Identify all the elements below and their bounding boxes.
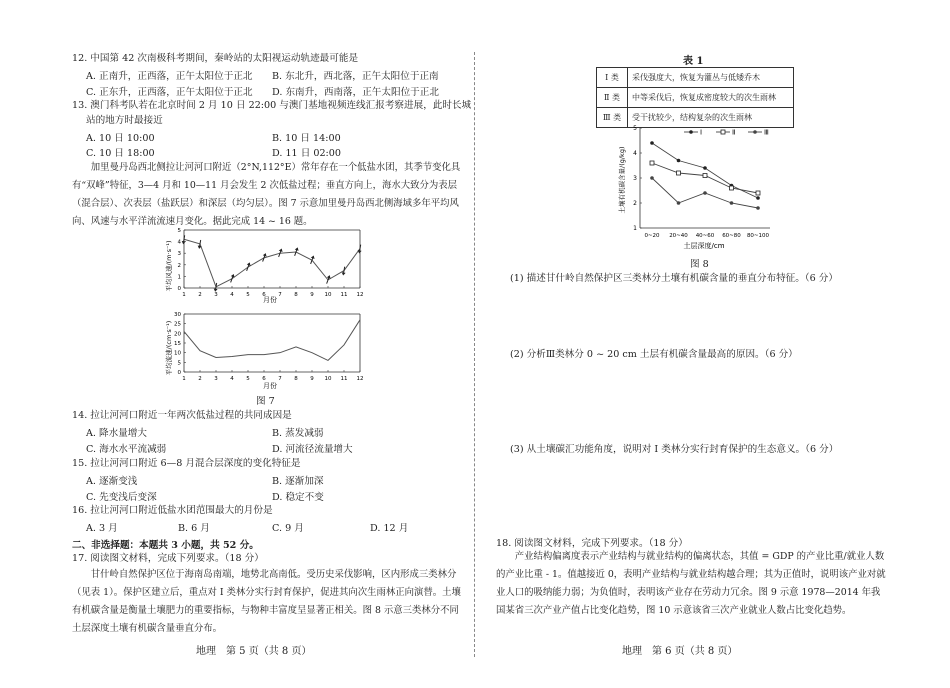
fig8-soil-carbon-chart: [612, 122, 782, 252]
y-tick-label: 4: [633, 150, 637, 157]
y-tick-label: 2: [633, 200, 637, 207]
q18-stem: 18. 阅读图文材料，完成下列要求。（18 分）: [496, 538, 688, 549]
table-cell-type: Ⅰ 类: [597, 68, 628, 88]
q13-stem-line2: 站的地方时最接近: [86, 115, 163, 126]
q12-option-d[interactable]: D. 东南升，西南落，正午太阳位于正北: [272, 87, 439, 98]
x-tick-label: 6: [262, 376, 266, 382]
q17-part1: (1) 描述甘什岭自然保护区三类林分土壤有机碳含量的垂直分布特征。（6 分）: [510, 273, 838, 284]
q14-option-c[interactable]: C. 海水水平流减弱: [86, 444, 167, 455]
y-tick-label: 5: [177, 228, 181, 234]
y-tick-label: 4: [177, 239, 181, 246]
y-tick-label: 1: [177, 274, 181, 281]
fig7-current-chart: [160, 310, 370, 390]
x-tick-label: 7: [278, 376, 282, 382]
x-tick-label: 5: [246, 376, 250, 382]
table-cell-desc: 采伐强度大，恢复为灌丛与低矮乔木: [628, 68, 794, 88]
y-tick-label: 3: [177, 251, 181, 258]
table-cell-type: Ⅲ 类: [597, 108, 628, 128]
arrow-head: [311, 255, 316, 259]
right-footer: 地理 第 6 页（共 8 页）: [622, 646, 738, 657]
x-tick-label: 2: [198, 292, 202, 298]
intro-paragraph: 加里曼丹岛西北侧拉让河河口附近（2°N,112°E）常年存在一个低盐水团，其季节变化具有“双峰”特征，3—4 月和 10—11 月会发生 2 次低盐过程；垂直方向上，海水大致分为表层（混合层）、次表层（盐跃层）和深层（均匀层）。图 7 示意加里曼丹岛西北侧海域多年平均风向、风速与水平洋流流速月变化。据此完成 14 ~ 16 题。: [72, 162, 461, 227]
q18-material: 产业结构偏离度表示产业结构与就业结构的偏离状态，其值 = GDP 的产业比重/就业人数的产业比重 - 1。值越接近 0，表明产业结构与就业结构越合理；其为正值时，说明该产业对就业人口的吸纳能力弱；为负值时，表明该产业存在劳动力冗余。图 9 示意 1978—2014 年我国某省三次产业产值占比变化趋势，图 10 示意该省三次产业就业人数占比变化趋势。: [496, 551, 886, 616]
y-tick-label: 15: [174, 341, 181, 347]
x-tick-label: 8: [294, 292, 298, 298]
q17-material: 甘什岭自然保护区位于海南岛南端，地势北高南低。受历史采伐影响，区内形成三类林分（见表 1）。保护区建立后，重点对 Ⅰ 类林分实行封育保护，促进其向次生雨林正向演替。土壤有机碳含量是衡量土壤肥力的重要指标，与物种丰富度呈显著正相关。图 8 示意三类林分不同土层深度土壤有机碳含量垂直分布。: [72, 569, 461, 634]
q15-stem: 15. 拉让河河口附近 6—8 月混合层深度的变化特征是: [72, 458, 301, 469]
y-tick-label: 10: [174, 350, 181, 357]
fig8-xlabel: 土层深度/cm: [683, 242, 725, 250]
data-point: [756, 196, 760, 200]
y-tick-label: 0: [177, 286, 181, 292]
fig7a-ylabel: 平均风速/(m·s⁻¹): [165, 240, 173, 292]
x-tick-label: 9: [310, 292, 314, 298]
x-tick-label: 10: [324, 376, 332, 382]
x-tick-label: 3: [214, 292, 218, 298]
arrow-head: [263, 252, 268, 256]
legend-marker: [689, 130, 693, 134]
x-tick-label: 11: [340, 292, 348, 298]
y-tick-label: 0: [177, 370, 181, 376]
q13-option-d[interactable]: D. 11 日 02:00: [272, 148, 341, 159]
x-tick-label: 12: [356, 376, 364, 382]
q14-stem: 14. 拉让河河口附近一年两次低盐过程的共同成因是: [72, 410, 292, 421]
fig7b-xlabel: 月份: [263, 382, 277, 390]
q15-option-c[interactable]: C. 先变浅后变深: [86, 492, 157, 503]
x-tick-label: 20~40: [669, 233, 688, 239]
q15-option-b[interactable]: B. 逐渐加深: [272, 476, 324, 487]
y-tick-label: 5: [633, 125, 637, 132]
x-tick-label: 3: [214, 376, 218, 382]
y-tick-label: 1: [633, 225, 637, 232]
q15-option-d[interactable]: D. 稳定不变: [272, 492, 324, 503]
q14-option-b[interactable]: B. 蒸发减弱: [272, 428, 324, 439]
q16-option-a[interactable]: A. 3 月: [86, 523, 118, 534]
x-tick-label: 1: [182, 376, 186, 382]
data-line: [184, 320, 360, 361]
table-row: [597, 68, 794, 88]
x-tick-label: 10: [324, 292, 332, 298]
x-tick-label: 8: [294, 376, 298, 382]
q17-part2: (2) 分析Ⅲ类林分 0 ~ 20 cm 土层有机碳含量最高的原因。（6 分）: [510, 349, 798, 360]
left-footer: 地理 第 5 页（共 8 页）: [196, 646, 312, 657]
q16-option-c[interactable]: C. 9 月: [272, 523, 304, 534]
x-tick-label: 7: [278, 292, 282, 298]
arrow-shaft: [215, 283, 216, 290]
q17-stem: 17. 阅读图文材料，完成下列要求。（18 分）: [72, 553, 264, 564]
q14-option-a[interactable]: A. 降水量增大: [86, 428, 147, 439]
data-line: [184, 239, 360, 287]
q12-option-a[interactable]: A. 正南升，正西落，正午太阳位于正北: [86, 71, 253, 82]
arrow-head: [341, 272, 345, 276]
fig7a-xlabel: 月份: [263, 296, 277, 304]
legend-marker: [721, 130, 725, 134]
data-point: [650, 141, 654, 145]
data-point: [756, 206, 760, 210]
q12-option-b[interactable]: B. 东北升，西北落，正午太阳位于正南: [272, 71, 439, 82]
x-tick-label: 0~20: [644, 233, 660, 239]
table-cell-desc: 受干扰较少，结构复杂的次生雨林: [628, 108, 794, 128]
q13-stem-line1: 13. 澳门科考队若在北京时间 2 月 10 日 22:00 与澳门基地视频连线汇报考察进展，此时长城: [72, 100, 472, 111]
table1: [596, 67, 794, 128]
wind-arrow: [229, 273, 236, 283]
wind-arrow: [245, 262, 252, 272]
q12-option-c[interactable]: C. 正东升，正西落，正午太阳位于正北: [86, 87, 253, 98]
data-point: [650, 161, 654, 165]
wind-arrow: [293, 247, 300, 257]
fig7-caption: 图 7: [256, 396, 275, 407]
y-tick-label: 2: [177, 262, 181, 269]
data-point: [677, 159, 681, 163]
section2-heading: 二、非选择题：本题共 3 小题，共 52 分。: [72, 540, 259, 551]
data-point: [756, 191, 760, 195]
y-tick-label: 20: [174, 331, 181, 338]
legend-label: Ⅲ: [764, 128, 769, 137]
q12-stem: 12. 中国第 42 次南极科考期间，秦岭站的太阳视运动轨迹最可能是: [72, 53, 359, 64]
arrow-head: [279, 248, 284, 252]
data-point: [703, 166, 707, 170]
q16-option-d[interactable]: D. 12 月: [370, 523, 409, 534]
data-point: [677, 171, 681, 175]
data-point: [703, 174, 707, 178]
fig8-ylabel: 土壤有机碳含量/(g/kg): [618, 146, 626, 214]
x-tick-label: 4: [230, 292, 234, 298]
y-tick-label: 3: [633, 175, 637, 182]
x-tick-label: 4: [230, 376, 234, 382]
y-tick-label: 5: [177, 360, 181, 367]
x-tick-label: 6: [262, 292, 266, 298]
data-point: [730, 201, 734, 205]
q13-option-a[interactable]: A. 10 日 10:00: [86, 133, 155, 144]
wind-arrow: [325, 274, 332, 284]
arrow-shaft: [343, 267, 344, 274]
q13-option-b[interactable]: B. 10 日 14:00: [272, 133, 341, 144]
y-tick-label: 25: [174, 321, 181, 328]
q17-part3: (3) 从土壤碳汇功能角度，说明对 Ⅰ 类林分实行封育保护的生态意义。（6 分）: [510, 444, 839, 455]
x-tick-label: 40~60: [695, 233, 715, 239]
q16-stem: 16. 拉让河河口附近低盐水团范围最大的月份是: [72, 505, 273, 516]
table1-title: 表 1: [683, 56, 704, 67]
arrow-head: [295, 247, 300, 251]
q15-option-a[interactable]: A. 逐渐变浅: [86, 476, 138, 487]
x-tick-label: 60~80: [722, 233, 741, 239]
legend-marker: [753, 130, 757, 134]
q13-option-c[interactable]: C. 10 日 18:00: [86, 148, 155, 159]
x-tick-label: 5: [246, 292, 250, 298]
x-tick-label: 80~100: [746, 233, 770, 239]
data-point: [730, 186, 734, 190]
fig8-caption: 图 8: [690, 259, 709, 270]
wind-arrow: [213, 283, 219, 293]
x-tick-label: 9: [310, 376, 314, 382]
table-row: [597, 88, 794, 108]
data-point: [650, 176, 654, 180]
x-tick-label: 12: [356, 292, 364, 298]
y-tick-label: 30: [174, 312, 181, 318]
x-tick-label: 2: [198, 376, 202, 382]
table-cell-desc: 中等采伐后，恢复成密度较大的次生雨林: [628, 88, 794, 108]
legend-label: Ⅱ: [732, 128, 736, 137]
fig7-wind-chart: [160, 224, 370, 304]
page-divider: [474, 52, 475, 657]
data-point: [703, 191, 707, 195]
x-tick-label: 11: [340, 376, 348, 382]
fig7b-ylabel: 平均流速/(cm·s⁻¹): [165, 320, 173, 376]
q14-option-d[interactable]: D. 河流径流量增大: [272, 444, 353, 455]
x-tick-label: 1: [182, 292, 186, 298]
legend-label: Ⅰ: [700, 128, 703, 137]
data-point: [677, 201, 681, 205]
table-cell-type: Ⅱ 类: [597, 88, 628, 108]
q16-option-b[interactable]: B. 6 月: [178, 523, 210, 534]
